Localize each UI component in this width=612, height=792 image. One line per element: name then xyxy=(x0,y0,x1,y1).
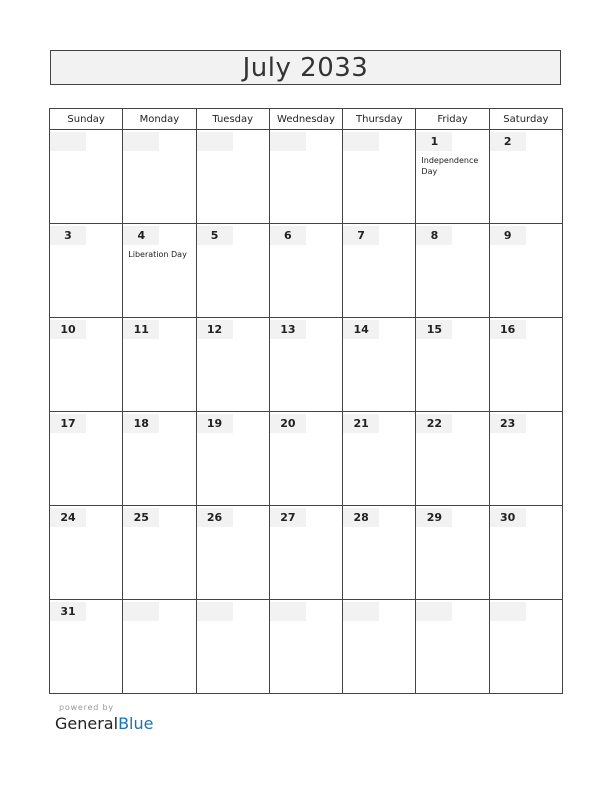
day-cell xyxy=(416,224,489,318)
holiday-label: Independence Day xyxy=(421,156,479,176)
day-cell xyxy=(343,600,416,694)
day-number: 1 xyxy=(416,132,452,151)
day-number: 22 xyxy=(416,414,452,433)
brand-general: General xyxy=(55,714,119,733)
weekday-header: Tuesday xyxy=(196,109,269,130)
day-cell xyxy=(489,506,562,600)
day-number: 30 xyxy=(490,508,526,527)
day-cell xyxy=(343,412,416,506)
day-cell xyxy=(489,130,562,224)
day-number xyxy=(123,602,159,621)
day-number: 12 xyxy=(197,320,233,339)
day-number: 27 xyxy=(270,508,306,527)
day-number xyxy=(270,602,306,621)
day-number: 21 xyxy=(343,414,379,433)
day-number: 18 xyxy=(123,414,159,433)
brand-blue: Blue xyxy=(118,714,154,733)
week-row xyxy=(50,412,563,506)
day-cell xyxy=(50,412,123,506)
day-cell xyxy=(489,224,562,318)
day-cell xyxy=(196,224,269,318)
day-number: 16 xyxy=(490,320,526,339)
day-cell xyxy=(269,412,342,506)
day-number: 6 xyxy=(270,226,306,245)
day-cell xyxy=(489,600,562,694)
day-cell xyxy=(50,600,123,694)
day-cell xyxy=(269,224,342,318)
week-row xyxy=(50,130,563,224)
day-number: 15 xyxy=(416,320,452,339)
calendar-grid xyxy=(49,108,563,694)
day-number: 4 xyxy=(123,226,159,245)
day-number: 3 xyxy=(50,226,86,245)
day-number: 20 xyxy=(270,414,306,433)
day-number: 10 xyxy=(50,320,86,339)
day-number: 24 xyxy=(50,508,86,527)
day-number: 2 xyxy=(490,132,526,151)
holiday-label: Liberation Day xyxy=(128,250,187,259)
day-cell xyxy=(196,600,269,694)
day-cell xyxy=(269,130,342,224)
footer-branding xyxy=(55,703,153,733)
weekday-header: Wednesday xyxy=(269,109,342,130)
day-number: 19 xyxy=(197,414,233,433)
day-number xyxy=(197,602,233,621)
day-number: 29 xyxy=(416,508,452,527)
day-cell xyxy=(123,224,196,318)
day-number xyxy=(50,132,86,151)
day-number xyxy=(343,602,379,621)
day-number: 11 xyxy=(123,320,159,339)
page-title: July 2033 xyxy=(242,52,369,83)
weekday-header-row xyxy=(50,109,563,130)
day-number xyxy=(197,132,233,151)
day-number: 7 xyxy=(343,226,379,245)
day-cell xyxy=(196,318,269,412)
day-cell xyxy=(269,506,342,600)
day-cell xyxy=(489,412,562,506)
day-cell xyxy=(123,600,196,694)
day-cell xyxy=(50,506,123,600)
title-box xyxy=(50,50,561,85)
day-cell xyxy=(50,224,123,318)
day-cell xyxy=(196,506,269,600)
day-cell xyxy=(269,600,342,694)
day-number: 5 xyxy=(197,226,233,245)
week-row xyxy=(50,224,563,318)
day-cell xyxy=(196,412,269,506)
day-cell xyxy=(343,506,416,600)
day-cell xyxy=(123,318,196,412)
weekday-header: Monday xyxy=(123,109,196,130)
day-cell xyxy=(416,318,489,412)
day-cell xyxy=(123,130,196,224)
weekday-header: Saturday xyxy=(489,109,562,130)
day-number: 13 xyxy=(270,320,306,339)
day-cell xyxy=(50,130,123,224)
day-number xyxy=(270,132,306,151)
day-cell xyxy=(343,318,416,412)
day-cell xyxy=(343,130,416,224)
weekday-header: Sunday xyxy=(50,109,123,130)
day-cell xyxy=(416,130,489,224)
day-cell xyxy=(343,224,416,318)
day-cell xyxy=(416,412,489,506)
day-number: 26 xyxy=(197,508,233,527)
week-row xyxy=(50,506,563,600)
weekday-header: Friday xyxy=(416,109,489,130)
brand-logo xyxy=(55,714,153,733)
day-number: 8 xyxy=(416,226,452,245)
day-cell xyxy=(50,318,123,412)
powered-by-text: powered by xyxy=(59,703,114,712)
day-number: 25 xyxy=(123,508,159,527)
day-number xyxy=(416,602,452,621)
day-cell xyxy=(489,318,562,412)
day-cell xyxy=(416,506,489,600)
day-number: 9 xyxy=(490,226,526,245)
weekday-header: Thursday xyxy=(343,109,416,130)
day-number: 14 xyxy=(343,320,379,339)
week-row xyxy=(50,600,563,694)
day-number: 28 xyxy=(343,508,379,527)
day-cell xyxy=(196,130,269,224)
week-row xyxy=(50,318,563,412)
day-cell xyxy=(416,600,489,694)
day-cell xyxy=(269,318,342,412)
day-cell xyxy=(123,506,196,600)
day-number: 17 xyxy=(50,414,86,433)
day-number: 31 xyxy=(50,602,86,621)
day-number xyxy=(490,602,526,621)
day-number xyxy=(123,132,159,151)
day-cell xyxy=(123,412,196,506)
day-number: 23 xyxy=(490,414,526,433)
day-number xyxy=(343,132,379,151)
